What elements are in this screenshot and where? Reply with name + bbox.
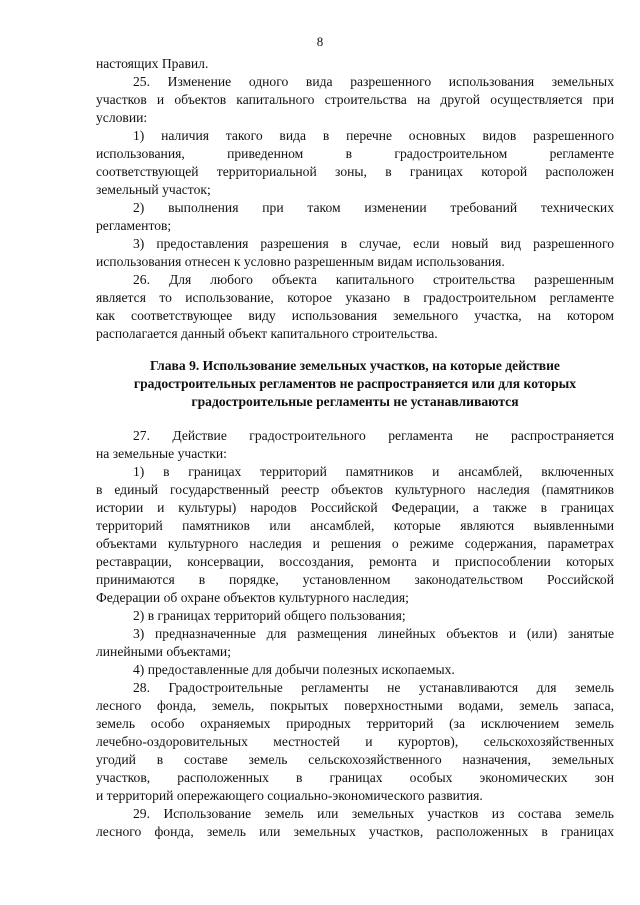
text-line: Федерации об охране объектов культурного наследия;: [96, 590, 409, 605]
text-line: 1) в границах территорий памятников и ансамблей, включенных: [133, 464, 614, 479]
text-line: объектами культурного наследия и решения о режиме содержания, параметрах: [96, 536, 614, 551]
text-line: использования отнесен к условно разрешенным видам использования.: [96, 254, 505, 269]
text-line: 2) в границах территорий общего пользования;: [133, 608, 406, 623]
text-line: 27. Действие градостроительного регламента не распространяется: [133, 428, 614, 443]
text-line: угодий в составе земель сельскохозяйственного назначения, земельных: [96, 752, 614, 767]
chapter-heading-line: Глава 9. Использование земельных участков, на которые действие: [150, 358, 560, 373]
text-line: участков и объектов капитального строительства на другой осуществляется при: [96, 92, 614, 107]
text-line: принимаются в порядке, установленном законодательством Российской: [96, 572, 614, 587]
text-line: является то использование, которое указано в градостроительном регламенте: [96, 290, 614, 305]
text-line: 3) предназначенные для размещения линейных объектов и (или) занятые: [133, 626, 614, 641]
text-line: 28. Градостроительные регламенты не устанавливаются для земель: [133, 680, 614, 695]
chapter-heading-line: градостроительные регламенты не устанавливаются: [191, 394, 519, 409]
text-line: 25. Изменение одного вида разрешенного использования земельных: [133, 74, 614, 89]
text-line: земельный участок;: [96, 182, 211, 197]
text-line: условии:: [96, 110, 148, 125]
text-line: реставрации, консервации, воссоздания, ремонта и приспособлении которых: [96, 554, 614, 569]
text-line: соответствующей территориальной зоны, в границах которой расположен: [96, 164, 614, 179]
text-line: 26. Для любого объекта капитального строительства разрешенным: [133, 272, 614, 287]
text-line: располагается данный объект капитального строительства.: [96, 326, 438, 341]
text-line: территорий памятников или ансамблей, которые являются выявленными: [96, 518, 614, 533]
text-line: регламентов;: [96, 218, 172, 233]
text-line: 1) наличия такого вида в перечне основных видов разрешенного: [133, 128, 614, 143]
text-line: лесного фонда, земель, покрытых поверхностными водами, земель запаса,: [96, 698, 614, 713]
text-line: и территорий опережающего социально-экономического развития.: [96, 788, 483, 803]
chapter-heading-line: градостроительных регламентов не распространяется или для которых: [133, 376, 577, 391]
text-line: как соответствующее виду использования земельного участка, на котором: [96, 308, 614, 323]
text-line: линейными объектами;: [96, 644, 231, 659]
text-line: истории и культуры) народов Российской Федерации, а также в границах: [96, 500, 614, 515]
text-line: на земельные участки:: [96, 446, 227, 461]
text-line: настоящих Правил.: [96, 56, 209, 71]
text-line: 3) предоставления разрешения в случае, если новый вид разрешенного: [133, 236, 614, 251]
text-line: земель особо охраняемых природных территорий (за исключением земель: [96, 716, 614, 731]
page-number: 8: [316, 34, 324, 49]
text-line: 29. Использование земель или земельных участков из состава земель: [133, 806, 614, 821]
text-line: использования, приведенном в градостроительном регламенте: [96, 146, 614, 161]
text-line: 4) предоставленные для добычи полезных ископаемых.: [133, 662, 455, 677]
text-line: в единый государственный реестр объектов культурного наследия (памятников: [96, 482, 614, 497]
text-line: участков, расположенных в границах особых экономических зон: [96, 770, 614, 785]
text-line: лечебно-оздоровительных местностей и курортов), сельскохозяйственных: [96, 734, 614, 749]
text-line: лесного фонда, земель или земельных участков, расположенных в границах: [96, 824, 614, 839]
text-line: 2) выполнения при таком изменении требований технических: [133, 200, 614, 215]
